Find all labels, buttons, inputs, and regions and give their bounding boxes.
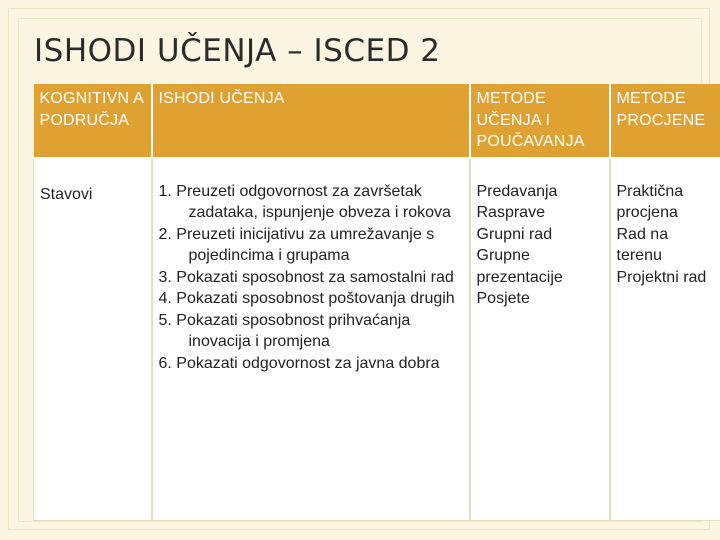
header-assessment-methods: METODE PROCJENE [610, 84, 720, 158]
slide-title: ISHODI UČENJA – ISCED 2 [34, 33, 441, 69]
header-cognitive-area: KOGNITIVN A PODRUČJA [34, 84, 152, 158]
outcome-number: 6. [158, 354, 172, 372]
assessment-methods-list [617, 181, 715, 289]
learning-outcomes-table [33, 84, 720, 521]
list-item [159, 224, 463, 267]
outcome-text: Pokazati sposobnost poštovanja drugih [176, 290, 455, 307]
list-item: Rad na terenu [616, 225, 669, 264]
outcome-text: Pokazati sposobnost prihvaćanja inovacija i promjena [176, 311, 411, 350]
cell-learning-outcomes [152, 158, 470, 521]
outcome-text: Pokazati sposobnost za samostalni rad [176, 268, 454, 286]
table-row [34, 158, 720, 521]
outcome-number: 4. [158, 290, 172, 307]
cell-assessment-methods [610, 158, 720, 521]
cell-teaching-methods [470, 158, 610, 521]
outcome-text: Pokazati odgovornost za javna dobra [176, 354, 440, 372]
outcomes-list [159, 181, 463, 375]
list-item [159, 288, 463, 310]
teaching-methods-list [477, 181, 603, 310]
list-item: Praktična procjena [616, 182, 684, 221]
list-item: Predavanja [476, 182, 558, 200]
outcome-number: 1. [158, 182, 172, 200]
list-item: Projektni rad [616, 268, 707, 286]
list-item [159, 353, 463, 375]
list-item: Posjete [476, 290, 530, 307]
outcome-text: Preuzeti odgovornost za završetak zadataka, ispunjenje obveza i rokova [176, 182, 451, 221]
outcome-number: 3. [158, 268, 172, 286]
outcome-number: 5. [158, 311, 172, 329]
list-item: Grupni rad [476, 225, 553, 243]
list-item [159, 310, 463, 353]
table-header-row [34, 84, 720, 158]
header-teaching-methods: METODE UČENJA I POUČAVANJA [470, 84, 610, 158]
list-item [159, 181, 463, 224]
list-item [159, 267, 463, 289]
outcome-number: 2. [158, 225, 172, 243]
outcome-text: Preuzeti inicijativu za umrežavanje s pojedincima i grupama [176, 225, 435, 264]
list-item: Rasprave [476, 204, 545, 221]
list-item: Grupne prezentacije [476, 247, 563, 286]
header-learning-outcomes: ISHODI UČENJA [152, 84, 470, 158]
cell-cognitive-area: Stavovi [34, 158, 152, 521]
